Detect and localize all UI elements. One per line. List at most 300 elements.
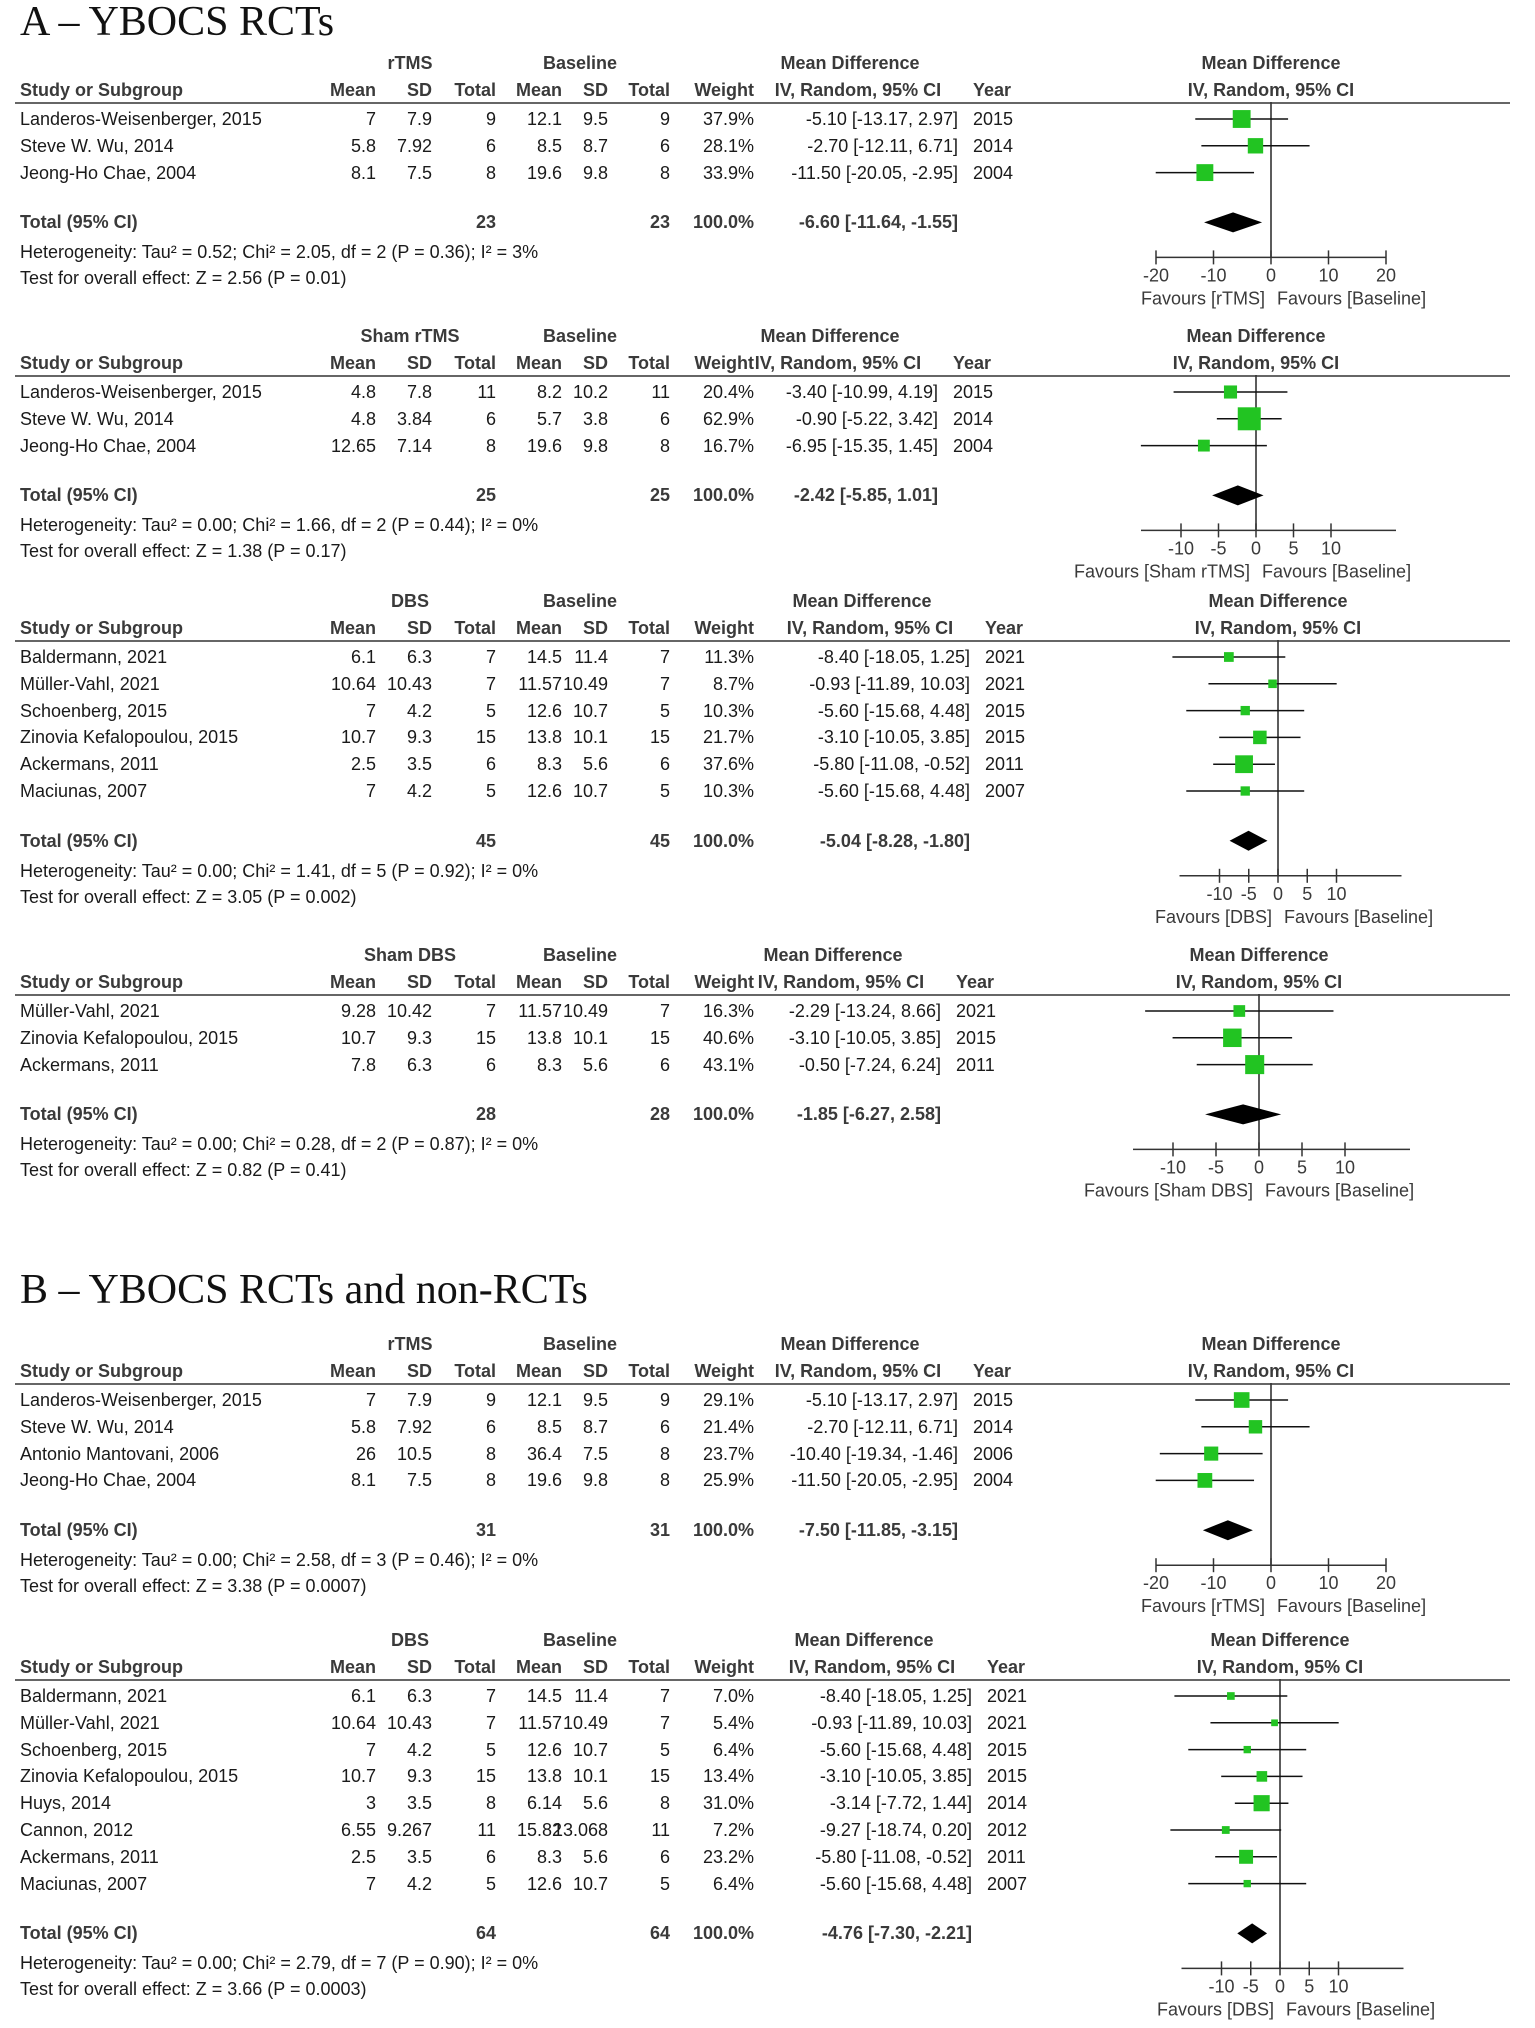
plot-mean-difference-header: Mean Difference <box>1210 1630 1350 1650</box>
study-point-estimate <box>1241 706 1250 715</box>
ctl-total: 8 <box>659 1470 670 1491</box>
ctl-total: 5 <box>659 1873 670 1894</box>
section-b-title: B – YBOCS RCTs and non-RCTs <box>20 1267 588 1313</box>
ctl-mean: 12.6 <box>526 1739 562 1760</box>
exp-mean: 2.5 <box>350 754 376 775</box>
study-point-estimate <box>1268 680 1277 689</box>
ctl-sd: 8.7 <box>582 1416 608 1437</box>
study-name: Jeong-Ho Chae, 2004 <box>20 435 197 456</box>
exp-sd: 6.3 <box>406 647 432 667</box>
ctl-grand-total: 45 <box>649 830 670 851</box>
ctl-mean-header: Mean <box>515 353 562 373</box>
study-year: 2007 <box>985 781 1026 801</box>
study-name: Müller-Vahl, 2021 <box>20 673 160 694</box>
exp-total: 5 <box>485 1873 496 1894</box>
study-name: Steve W. Wu, 2014 <box>20 1416 174 1437</box>
exp-grand-total: 64 <box>475 1923 496 1944</box>
ctl-mean: 8.5 <box>536 135 562 156</box>
study-column-header: Study or Subgroup <box>20 80 183 100</box>
study-name: Huys, 2014 <box>20 1793 112 1814</box>
forest-panel <box>0 1629 1535 2020</box>
study-year: 2015 <box>987 1766 1028 1787</box>
overall-effect-text: Test for overall effect: Z = 2.56 (P = 0.01) <box>20 268 347 289</box>
x-axis-tick-label: 5 <box>1302 883 1313 904</box>
study-ci: -3.14 [-7.72, 1.44] <box>829 1793 972 1814</box>
exp-total: 5 <box>485 781 496 801</box>
favours-right-label: Favours [Baseline] <box>1265 1180 1415 1201</box>
ctl-mean: 8.5 <box>536 1416 562 1437</box>
overall-effect-text: Test for overall effect: Z = 0.82 (P = 0.41) <box>20 1160 347 1181</box>
exp-sd-header: SD <box>406 1657 432 1677</box>
study-weight: 6.4% <box>712 1739 754 1760</box>
study-ci: -5.60 [-15.68, 4.48] <box>819 1739 972 1760</box>
ctl-mean: 12.6 <box>526 700 562 721</box>
study-ci: -3.10 [-10.05, 3.85] <box>788 1027 941 1048</box>
exp-sd: 7.14 <box>396 435 432 456</box>
exp-grand-total: 23 <box>475 212 496 233</box>
study-year: 2014 <box>987 1793 1028 1814</box>
total-weight: 100.0% <box>692 1104 754 1125</box>
exp-sd: 7.8 <box>406 382 432 402</box>
ctl-sd-header: SD <box>582 80 608 100</box>
study-point-estimate <box>1271 1719 1278 1726</box>
ctl-mean: 5.7 <box>536 408 562 429</box>
heterogeneity-text: Heterogeneity: Tau² = 0.52; Chi² = 2.05, df = 2 (P = 0.36); I² = 3% <box>20 242 539 263</box>
exp-mean-header: Mean <box>329 1657 376 1677</box>
x-axis-tick-label: -5 <box>1207 1157 1225 1178</box>
exp-mean: 5.8 <box>350 135 376 156</box>
ctl-sd: 13.068 <box>552 1820 608 1840</box>
total-ci: -6.60 [-11.64, -1.55] <box>798 212 958 233</box>
ci-header: IV, Random, 95% CI <box>774 1361 942 1381</box>
study-ci: -8.40 [-18.05, 1.25] <box>819 1686 972 1706</box>
x-axis-tick-label: 0 <box>1253 1157 1265 1178</box>
exp-total: 8 <box>485 1443 496 1464</box>
total-ci: -5.04 [-8.28, -1.80] <box>819 830 970 851</box>
ctl-sd: 9.8 <box>582 435 608 456</box>
exp-total: 6 <box>485 754 496 775</box>
study-name: Landeros-Weisenberger, 2015 <box>20 109 262 129</box>
x-axis-tick-label: 5 <box>1296 1157 1308 1178</box>
study-ci: -11.50 [-20.05, -2.95] <box>791 162 958 183</box>
exp-total: 7 <box>485 673 496 694</box>
study-name: Landeros-Weisenberger, 2015 <box>20 1390 262 1410</box>
ctl-total: 9 <box>659 109 670 129</box>
x-axis-tick-label: 10 <box>1318 1573 1339 1594</box>
heterogeneity-text: Heterogeneity: Tau² = 0.00; Chi² = 0.28, df = 2 (P = 0.87); I² = 0% <box>20 1134 539 1155</box>
heterogeneity-text: Heterogeneity: Tau² = 0.00; Chi² = 2.79, df = 7 (P = 0.90); I² = 0% <box>20 1953 539 1974</box>
pooled-estimate-diamond <box>1237 1923 1267 1943</box>
plot-mean-difference-header: Mean Difference <box>1189 945 1329 965</box>
ctl-sd: 9.8 <box>582 1470 608 1491</box>
study-ci: -5.60 [-15.68, 4.48] <box>817 781 970 801</box>
overall-effect-text: Test for overall effect: Z = 3.66 (P = 0.0003) <box>20 1979 367 2000</box>
exp-sd-header: SD <box>406 972 432 992</box>
study-year: 2011 <box>987 1846 1026 1867</box>
exp-total: 7 <box>485 1712 496 1733</box>
favours-right-label: Favours [Baseline] <box>1277 288 1427 309</box>
study-name: Ackermans, 2011 <box>20 1846 159 1867</box>
forest-panel <box>0 325 1535 585</box>
x-axis-tick-label: -5 <box>1242 1976 1259 1997</box>
exp-mean: 7.8 <box>350 1054 376 1075</box>
ctl-total: 6 <box>659 1416 670 1437</box>
study-point-estimate <box>1244 1746 1251 1753</box>
total-ci: -7.50 [-11.85, -3.15] <box>798 1520 958 1541</box>
ctl-total: 8 <box>659 435 670 456</box>
ctl-total: 7 <box>659 1712 670 1733</box>
ctl-total: 5 <box>659 781 670 801</box>
ctl-grand-total: 64 <box>649 1923 670 1944</box>
x-axis-tick-label: -20 <box>1142 265 1170 286</box>
plot-mean-difference-header: Mean Difference <box>1201 53 1341 73</box>
exp-mean: 2.5 <box>350 1846 376 1867</box>
ctl-sd: 10.1 <box>572 1766 608 1787</box>
exp-total: 5 <box>485 700 496 721</box>
study-point-estimate <box>1196 164 1213 181</box>
exp-sd: 7.92 <box>396 1416 432 1437</box>
study-point-estimate <box>1198 440 1210 452</box>
ctl-sd-header: SD <box>582 618 608 638</box>
exp-total-header: Total <box>454 1361 496 1381</box>
study-weight: 28.1% <box>702 135 754 156</box>
total-row-label: Total (95% CI) <box>20 1104 138 1125</box>
exp-sd: 3.5 <box>406 1793 432 1814</box>
exp-total-header: Total <box>454 1657 496 1677</box>
experimental-group-label: Sham rTMS <box>360 326 460 346</box>
x-axis-tick-label: 10 <box>1334 1157 1356 1178</box>
exp-total: 8 <box>485 162 496 183</box>
x-axis-tick-label: 10 <box>1320 538 1342 559</box>
x-axis-tick-label: -5 <box>1210 538 1227 559</box>
ctl-mean: 14.5 <box>526 1686 562 1706</box>
study-year: 2021 <box>987 1712 1028 1733</box>
exp-grand-total: 31 <box>475 1520 496 1541</box>
favours-right-label: Favours [Baseline] <box>1284 906 1434 927</box>
study-weight: 25.9% <box>702 1470 754 1491</box>
study-weight: 13.4% <box>702 1766 754 1787</box>
forest-plot <box>1025 944 1510 1209</box>
ctl-sd: 7.5 <box>582 1443 608 1464</box>
study-name: Baldermann, 2021 <box>20 647 168 667</box>
x-axis-tick-label: -10 <box>1208 1976 1235 1997</box>
pooled-estimate-diamond <box>1230 831 1268 851</box>
total-weight: 100.0% <box>692 212 754 233</box>
study-name: Maciunas, 2007 <box>20 1873 148 1894</box>
exp-mean-header: Mean <box>329 353 376 373</box>
exp-mean: 10.7 <box>340 1766 376 1787</box>
favours-left-label: Favours [rTMS] <box>1140 1596 1265 1617</box>
study-name: Baldermann, 2021 <box>20 1686 168 1706</box>
study-weight: 31.0% <box>702 1793 754 1814</box>
x-axis-tick-label: -10 <box>1200 1573 1227 1594</box>
study-year: 2011 <box>956 1054 995 1075</box>
exp-sd: 4.2 <box>406 781 432 801</box>
exp-sd: 7.5 <box>406 162 432 183</box>
study-point-estimate <box>1239 1850 1253 1864</box>
control-group-label: Baseline <box>542 1630 618 1650</box>
exp-total: 6 <box>485 135 496 156</box>
ci-header: IV, Random, 95% CI <box>774 80 942 100</box>
exp-mean: 8.1 <box>350 1470 376 1491</box>
ctl-sd: 5.6 <box>582 1846 608 1867</box>
study-weight: 37.6% <box>702 754 754 775</box>
study-year: 2015 <box>985 727 1026 748</box>
exp-sd: 3.84 <box>396 408 432 429</box>
heterogeneity-text: Heterogeneity: Tau² = 0.00; Chi² = 1.41, df = 5 (P = 0.92); I² = 0% <box>20 860 539 881</box>
study-year: 2014 <box>973 1416 1014 1437</box>
ctl-mean-header: Mean <box>515 972 562 992</box>
ctl-sd-header: SD <box>582 1657 608 1677</box>
study-year: 2014 <box>973 135 1014 156</box>
study-point-estimate <box>1241 786 1250 795</box>
study-ci: -0.90 [-5.22, 3.42] <box>795 408 938 429</box>
study-point-estimate <box>1204 1447 1218 1461</box>
ctl-total-header: Total <box>628 353 670 373</box>
control-group-label: Baseline <box>542 591 618 611</box>
study-year: 2012 <box>987 1820 1028 1840</box>
ctl-sd: 10.7 <box>572 700 608 721</box>
ctl-total: 7 <box>659 1686 670 1706</box>
ctl-sd: 10.2 <box>572 382 608 402</box>
exp-total-header: Total <box>454 80 496 100</box>
exp-grand-total: 28 <box>475 1104 496 1125</box>
ci-header: IV, Random, 95% CI <box>754 353 922 373</box>
study-name: Antonio Mantovani, 2006 <box>20 1443 220 1464</box>
favours-left-label: Favours [Sham rTMS] <box>1073 561 1250 582</box>
total-ci: -2.42 [-5.85, 1.01] <box>793 485 938 506</box>
study-ci: -0.93 [-11.89, 10.03] <box>809 673 970 694</box>
experimental-group-label: Sham DBS <box>363 945 457 965</box>
study-name: Müller-Vahl, 2021 <box>20 1001 160 1021</box>
exp-mean-header: Mean <box>329 972 376 992</box>
ctl-sd: 5.6 <box>582 1793 608 1814</box>
ctl-total: 7 <box>659 673 670 694</box>
exp-total: 8 <box>485 435 496 456</box>
year-header: Year <box>956 972 995 992</box>
study-point-estimate <box>1238 407 1261 430</box>
exp-total: 6 <box>485 1054 496 1075</box>
total-weight: 100.0% <box>692 1520 754 1541</box>
ctl-mean: 14.5 <box>526 647 562 667</box>
mean-difference-header: Mean Difference <box>792 591 932 611</box>
exp-mean: 6.55 <box>340 1820 376 1840</box>
weight-header: Weight <box>694 353 754 373</box>
study-ci: -0.93 [-11.89, 10.03] <box>811 1712 972 1733</box>
study-ci: -2.29 [-13.24, 8.66] <box>788 1001 941 1021</box>
ctl-total-header: Total <box>628 80 670 100</box>
x-axis-tick-label: 0 <box>1265 265 1277 286</box>
x-axis-tick-label: -20 <box>1142 1573 1170 1594</box>
year-header: Year <box>973 1361 1012 1381</box>
ctl-sd: 5.6 <box>582 1054 608 1075</box>
mean-difference-header: Mean Difference <box>780 1334 920 1354</box>
weight-header: Weight <box>694 1361 754 1381</box>
ctl-total: 11 <box>651 382 670 402</box>
study-ci: -2.70 [-12.11, 6.71] <box>807 1416 958 1437</box>
exp-sd: 3.5 <box>406 1846 432 1867</box>
ctl-mean-header: Mean <box>515 80 562 100</box>
total-row-label: Total (95% CI) <box>20 830 138 851</box>
study-ci: -0.50 [-7.24, 6.24] <box>798 1054 941 1075</box>
ctl-sd-header: SD <box>582 972 608 992</box>
ctl-total-header: Total <box>628 1361 670 1381</box>
ctl-mean: 8.3 <box>536 1054 562 1075</box>
study-year: 2006 <box>973 1443 1014 1464</box>
exp-total: 9 <box>485 1390 496 1410</box>
exp-total: 9 <box>485 109 496 129</box>
study-name: Müller-Vahl, 2021 <box>20 1712 160 1733</box>
ctl-sd-header: SD <box>582 353 608 373</box>
year-header: Year <box>973 80 1012 100</box>
total-ci: -1.85 [-6.27, 2.58] <box>796 1104 941 1125</box>
exp-total-header: Total <box>454 972 496 992</box>
study-column-header: Study or Subgroup <box>20 972 183 992</box>
exp-mean: 9.28 <box>340 1001 376 1021</box>
plot-ci-header: IV, Random, 95% CI <box>1187 80 1355 100</box>
exp-mean: 10.7 <box>340 727 376 748</box>
exp-sd: 6.3 <box>406 1054 432 1075</box>
overall-effect-text: Test for overall effect: Z = 3.38 (P = 0.0007) <box>20 1576 367 1597</box>
x-axis-tick-label: 0 <box>1265 1573 1277 1594</box>
study-ci: -3.40 [-10.99, 4.19] <box>785 382 938 402</box>
weight-header: Weight <box>694 80 754 100</box>
forest-panel <box>0 590 1535 927</box>
plot-mean-difference-header: Mean Difference <box>1186 326 1326 346</box>
weight-header: Weight <box>694 618 754 638</box>
ctl-mean: 19.6 <box>526 435 562 456</box>
study-weight: 5.4% <box>712 1712 754 1733</box>
plot-mean-difference-header: Mean Difference <box>1208 591 1348 611</box>
plot-ci-header: IV, Random, 95% CI <box>1187 1361 1355 1381</box>
experimental-group-label: rTMS <box>387 1334 433 1354</box>
ctl-sd: 10.7 <box>572 1873 608 1894</box>
exp-mean: 7 <box>365 700 376 721</box>
study-year: 2021 <box>985 647 1026 667</box>
ctl-sd-header: SD <box>582 1361 608 1381</box>
study-ci: -5.80 [-11.08, -0.52] <box>815 1846 972 1867</box>
exp-sd: 10.43 <box>386 1712 432 1733</box>
x-axis-tick-label: -10 <box>1159 1157 1187 1178</box>
control-group-label: Baseline <box>542 326 618 346</box>
ctl-total: 15 <box>649 727 670 748</box>
exp-sd: 7.9 <box>406 1390 432 1410</box>
control-group-label: Baseline <box>542 945 618 965</box>
ctl-total: 6 <box>659 135 670 156</box>
study-point-estimate <box>1224 652 1234 662</box>
study-point-estimate <box>1227 1692 1235 1700</box>
study-year: 2015 <box>987 1739 1028 1760</box>
ctl-total: 15 <box>649 1027 670 1048</box>
overall-effect-text: Test for overall effect: Z = 3.05 (P = 0.002) <box>20 886 357 907</box>
study-name: Jeong-Ho Chae, 2004 <box>20 1470 197 1491</box>
study-weight: 62.9% <box>702 408 754 429</box>
study-weight: 10.3% <box>702 781 754 801</box>
exp-total: 6 <box>485 1416 496 1437</box>
study-ci: -5.60 [-15.68, 4.48] <box>819 1873 972 1894</box>
overall-effect-text: Test for overall effect: Z = 1.38 (P = 0.17) <box>20 541 347 562</box>
ctl-mean: 36.4 <box>526 1443 562 1464</box>
study-point-estimate <box>1245 1055 1264 1074</box>
plot-mean-difference-header: Mean Difference <box>1201 1334 1341 1354</box>
x-axis-tick-label: 20 <box>1375 1573 1397 1594</box>
forest-plot <box>1025 1333 1510 1625</box>
favours-right-label: Favours [Baseline] <box>1262 561 1412 582</box>
ctl-total: 7 <box>659 1001 670 1021</box>
ctl-sd: 10.1 <box>572 727 608 748</box>
study-column-header: Study or Subgroup <box>20 1361 183 1381</box>
forest-plot <box>1025 590 1510 936</box>
ctl-sd: 5.6 <box>582 754 608 775</box>
ctl-sd: 10.49 <box>562 673 608 694</box>
exp-grand-total: 25 <box>475 485 496 506</box>
ctl-mean: 12.1 <box>526 1390 562 1410</box>
ctl-total: 9 <box>659 1390 670 1410</box>
ctl-sd: 10.49 <box>562 1712 608 1733</box>
study-name: Steve W. Wu, 2014 <box>20 408 174 429</box>
ctl-total: 5 <box>659 700 670 721</box>
ctl-sd: 10.7 <box>572 1739 608 1760</box>
exp-sd: 10.43 <box>386 673 432 694</box>
study-weight: 23.2% <box>702 1846 754 1867</box>
total-weight: 100.0% <box>692 1923 754 1944</box>
forest-plot <box>1025 52 1510 317</box>
study-ci: -3.10 [-10.05, 3.85] <box>819 1766 972 1787</box>
favours-left-label: Favours [Sham DBS] <box>1083 1180 1253 1201</box>
ctl-mean: 15.82 <box>516 1820 562 1840</box>
study-year: 2015 <box>973 1390 1014 1410</box>
weight-header: Weight <box>694 1657 754 1677</box>
exp-mean: 4.8 <box>350 382 376 402</box>
total-row-label: Total (95% CI) <box>20 1923 138 1944</box>
exp-total: 7 <box>485 647 496 667</box>
exp-total: 7 <box>485 1686 496 1706</box>
ctl-total: 6 <box>659 1054 670 1075</box>
study-year: 2004 <box>953 435 994 456</box>
favours-right-label: Favours [Baseline] <box>1286 1999 1436 2020</box>
heterogeneity-text: Heterogeneity: Tau² = 0.00; Chi² = 2.58, df = 3 (P = 0.46); I² = 0% <box>20 1550 539 1571</box>
exp-mean: 5.8 <box>350 1416 376 1437</box>
x-axis-tick-label: 20 <box>1375 265 1397 286</box>
forest-plot <box>1025 325 1510 590</box>
exp-sd: 10.5 <box>396 1443 432 1464</box>
ctl-grand-total: 23 <box>649 212 670 233</box>
experimental-group-label: DBS <box>390 591 429 611</box>
exp-mean: 7 <box>365 781 376 801</box>
ci-header: IV, Random, 95% CI <box>786 618 954 638</box>
ctl-total: 6 <box>659 754 670 775</box>
exp-mean: 3 <box>365 1793 376 1814</box>
ctl-sd: 10.7 <box>572 781 608 801</box>
ctl-grand-total: 31 <box>649 1520 670 1541</box>
study-year: 2015 <box>956 1027 997 1048</box>
exp-mean: 6.1 <box>350 1686 376 1706</box>
ctl-mean: 8.2 <box>536 382 562 402</box>
study-ci: -2.70 [-12.11, 6.71] <box>807 135 958 156</box>
study-ci: -5.10 [-13.17, 2.97] <box>805 109 958 129</box>
study-point-estimate <box>1253 731 1267 745</box>
exp-sd: 4.2 <box>406 700 432 721</box>
study-point-estimate <box>1223 1029 1241 1047</box>
exp-total: 15 <box>475 727 496 748</box>
total-weight: 100.0% <box>692 485 754 506</box>
study-weight: 7.0% <box>712 1686 754 1706</box>
exp-mean: 4.8 <box>350 408 376 429</box>
experimental-group-label: DBS <box>390 1630 429 1650</box>
ctl-mean: 13.8 <box>526 1766 562 1787</box>
mean-difference-header: Mean Difference <box>760 326 900 346</box>
study-weight: 10.3% <box>702 700 754 721</box>
